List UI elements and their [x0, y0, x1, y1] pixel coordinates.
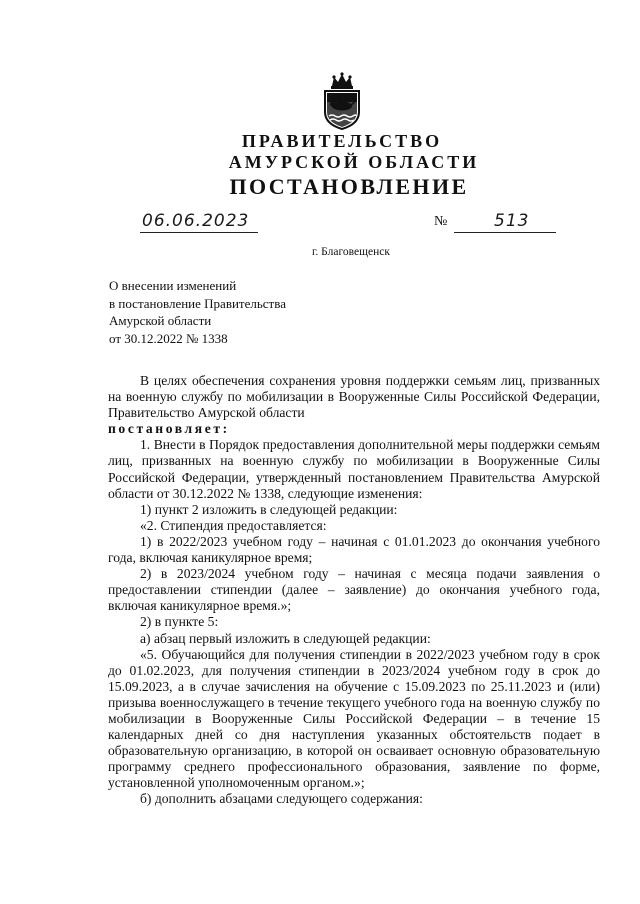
body-paragraph: 2) в 2023/2024 учебном году – начиная с месяца подачи заявления о предоставлении стипендии (далее – заявление) до окончания учебного года, включая каникулярное время.»;	[108, 566, 600, 614]
document-body	[108, 373, 600, 808]
number-label: №	[434, 214, 448, 229]
body-paragraph: «2. Стипендия предоставляется:	[140, 517, 327, 533]
body-paragraph: б) дополнить абзацами следующего содержания:	[140, 791, 423, 807]
resolves-word: постановляет:	[108, 421, 230, 437]
government-title-line1: ПРАВИТЕЛЬСТВО	[241, 131, 443, 151]
resolves-line	[108, 421, 600, 437]
number-field	[454, 208, 556, 233]
document-type-title: ПОСТАНОВЛЕНИЕ	[229, 174, 469, 199]
intro-paragraph: В целях обеспечения сохранения уровня поддержки семьям лиц, призванных на военную службу по мобилизации в Вооруженные Силы Российской Федерации, Правительство Амурской области	[108, 373, 600, 421]
subject-line: О внесении изменений	[109, 278, 237, 293]
subject-line: Амурской области	[109, 313, 212, 328]
date-field	[140, 208, 258, 233]
body-paragraph: 1. Внести в Порядок предоставления дополнительной меры поддержки семьям лиц, призванных на военную службу по мобилизации в Вооруженные Силы Российской Федерации, утвержденный постановлением Правительства Амурской области от 30.12.2022 № 1338, следующие изменения:	[108, 437, 600, 501]
city-line: г. Благовещенск	[312, 246, 390, 258]
body-paragraph: «5. Обучающийся для получения стипендии в 2022/2023 учебном году в срок до 01.02.2023, для получения стипендии в 2023/2024 учебном году в срок до 15.09.2023, а в случае зачисления на обучение с 15.09.2023 по 25.11.2023 и (или) призыва военнослужащего в течение текущего учебного года на военную службу по мобилизации в Вооруженные Силы Российской Федерации – в течение 15 календарных дней со дня наступления указанных обстоятельств подает в образовательную организацию, в которой он осваивает основную образовательную программу среднего профессионального образования, заявление по форме, установленной уполномоченным органом.»;	[108, 646, 600, 791]
coat-of-arms-icon	[322, 72, 362, 130]
subject-line: в постановление Правительства	[109, 295, 286, 311]
body-paragraph: а) абзац первый изложить в следующей редакции:	[140, 630, 431, 646]
body-paragraph: 2) в пункте 5:	[140, 614, 219, 630]
body-paragraph: 1) в 2022/2023 учебном году – начиная с 01.01.2023 до окончания учебного года, включая каникулярное время;	[108, 533, 600, 566]
subject-line: от 30.12.2022 № 1338	[109, 330, 228, 346]
date-value: 06.06.2023	[142, 211, 250, 231]
number-value: 513	[494, 211, 530, 231]
government-title-line2: АМУРСКОЙ ОБЛАСТИ	[228, 152, 480, 172]
subject-block	[109, 277, 369, 347]
body-paragraph: 1) пункт 2 изложить в следующей редакции:	[140, 501, 398, 517]
